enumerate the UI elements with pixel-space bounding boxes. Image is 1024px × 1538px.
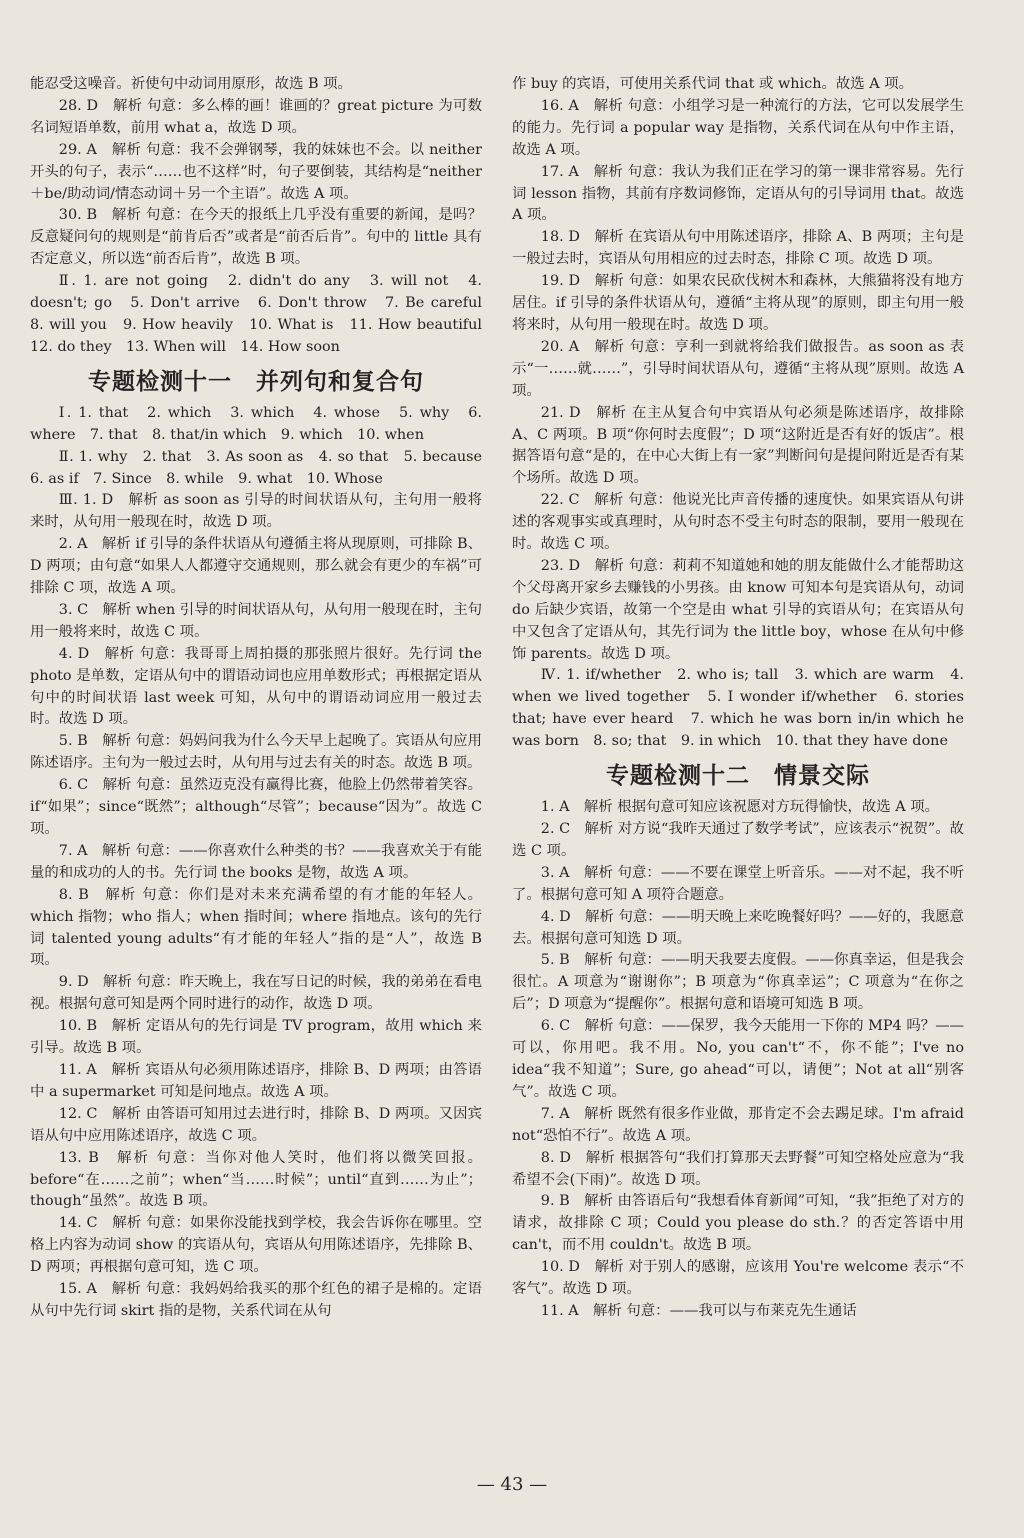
- section-heading: 专题检测十一 并列句和复合句: [88, 368, 424, 395]
- answer-explanation: 5. B 解析 句意：——明天我要去度假。——你真幸运，但是我会很忙。A 项意为“谢谢你”；B 项意为“你真幸运”；C 项意为“在你之后”；D 项意为“提醒你”。根据句意和语境可知选 B 项。: [512, 952, 964, 1013]
- answer-explanation: 11. A 解析 句意：——我可以与布莱克先生通话: [540, 1302, 857, 1319]
- answer-explanation: 1. A 解析 根据句意可知应该祝愿对方玩得愉快，故选 A 项。: [540, 799, 939, 816]
- answer-explanation: 6. C 解析 句意：——保罗，我今天能用一下你的 MP4 吗？——可以，你用吧。我不用。No, you can't“不，你不能”；I've no idea“我不知道”；Sure, go ahead“可以，请便”；Not at all“别客气”。故选 C 项。: [512, 1018, 964, 1100]
- answer-list: Ⅰ. 1. that 2. which 3. which 4. whose 5. why 6. where 7. that 8. that/in which 9. which 10. when: [30, 404, 482, 443]
- answer-explanation: 7. A 解析 句意：——你喜欢什么种类的书？——我喜欢关于有能量的和成功的人的书。先行词 the books 是物，故选 A 项。: [30, 842, 482, 881]
- answer-explanation: 3. C 解析 when 引导的时间状语从句，从句用一般现在时，主句用一般将来时，故选 C 项。: [30, 601, 483, 640]
- answer-explanation: 能忍受这噪音。祈使句中动词用原形，故选 B 项。: [30, 76, 352, 92]
- right-column: [512, 74, 964, 1323]
- answer-explanation: 12. C 解析 由答语可知用过去进行时，排除 B、D 两项。又因宾语从句中应用陈述语序，故选 C 项。: [30, 1105, 482, 1144]
- answer-list: Ⅳ. 1. if/whether 2. who is; tall 3. which are warm 4. when we lived together 5. I wonder if/whether 6. stories that; have ever heard 7. which he was born in/in which he was born 8. so; that 9. in which 10. that they have done: [512, 667, 965, 750]
- answer-explanation: 2. A 解析 if 引导的条件状语从句遵循主将从现原则，可排除 B、D 两项；由句意“如果人人都遵守交通规则，那么就会有更少的车祸”可排除 C 项，故选 A 项。: [30, 536, 482, 597]
- answer-explanation: 6. C 解析 句意：虽然迈克没有赢得比赛，他脸上仍然带着笑容。if“如果”；since“既然”；although“尽管”；because“因为”。故选 C 项。: [30, 777, 482, 837]
- answer-explanation: 5. B 解析 句意：妈妈问我为什么今天早上起晚了。宾语从句应用陈述语序。主句为一般过去时，从句用与过去有关的时态。故选 B 项。: [30, 733, 482, 772]
- section-heading: 专题检测十二 情景交际: [606, 763, 870, 790]
- answer-explanation: 7. A 解析 既然有很多作业做，那肯定不会去踢足球。I'm afraid not“恐怕不行”。故选 A 项。: [512, 1105, 964, 1144]
- answer-explanation: 8. B 解析 句意：你们是对未来充满希望的有才能的年轻人。which 指物；who 指人；when 指时间；where 指地点。该句的先行词 talented young adults“有才能的年轻人”指的是“人”，故选 B 项。: [30, 886, 482, 969]
- answer-list: Ⅱ. 1. are not going 2. didn't do any 3. will not 4. doesn't; go 5. Don't arrive 6. Don't throw 7. Be careful 8. will you 9. How heavily 10. What is 11. How beautiful 12. do they 13. When will 14. How soon: [30, 273, 497, 355]
- answer-explanation: 13. B 解析 句意：当你对他人笑时，他们将以微笑回报。before“在……之前”；when“当……时候”；until“直到……为止”；though“虽然”。故选 B 项。: [30, 1149, 482, 1210]
- answer-explanation: 20. A 解析 句意：亨利一到就将给我们做报告。as soon as 表示“一……就……”，引导时间状语从句，遵循“主将从现”原则。故选 A 项。: [512, 338, 964, 399]
- answer-explanation: 10. B 解析 定语从句的先行词是 TV program，故用 which 来引导。故选 B 项。: [30, 1018, 482, 1057]
- answer-explanation: 17. A 解析 句意：我认为我们正在学习的第一课非常容易。先行词 lesson 指物，其前有序数词修饰，定语从句的引导词用 that。故选 A 项。: [512, 163, 964, 224]
- answer-explanation: 18. D 解析 在宾语从句中用陈述语序，排除 A、B 两项；主句是一般过去时，宾语从句用相应的过去时态，排除 C 项。故选 D 项。: [512, 229, 964, 268]
- answer-explanation: 作 buy 的宾语，可使用关系代词 that 或 which。故选 A 项。: [512, 76, 913, 92]
- answer-explanation: 11. A 解析 宾语从句必须用陈述语序，排除 B、D 两项；由答语中 a supermarket 可知是问地点。故选 A 项。: [30, 1061, 482, 1100]
- left-column: [30, 74, 497, 1323]
- page-number: — 43 —: [476, 1474, 548, 1495]
- answer-explanation: 14. C 解析 句意：如果你没能找到学校，我会告诉你在哪里。空格上内容为动词 show 的宾语从句，宾语从句用陈述语序，先排除 B、D 两项；再根据句意可知，选 C 项。: [30, 1215, 482, 1276]
- answer-explanation: 30. B 解析 句意：在今天的报纸上几乎没有重要的新闻，是吗？反意疑问句的规则是“前肯后否”或者是“前否后肯”。句中的 little 具有否定意义，所以选“前否后肯”，故选 B 项。: [30, 207, 482, 268]
- answer-explanation: 21. D 解析 在主从复合句中宾语从句必须是陈述语序，故排除 A、C 两项。B 项“你何时去度假”；D 项“这附近是否有好的饭店”。根据答语句意“是的，在中心大街上有一家”判断问句是提问附近是否有某个场所。故选 D 项。: [512, 404, 964, 487]
- answer-explanation: 4. D 解析 句意：我哥哥上周拍摄的那张照片很好。先行词 the photo 是单数，定语从句中的谓语动词也应用单数形式；再根据定语从句中的时间状语 last week 可知，从句中的谓语动词应用一般过去时。故选 D 项。: [30, 645, 482, 728]
- answer-explanation: 19. D 解析 句意：如果农民砍伐树木和森林，大熊猫将没有地方居住。if 引导的条件状语从句，遵循“主将从现”的原则，即主句用一般将来时，从句用一般现在时。故选 D 项。: [512, 273, 964, 333]
- answer-explanation: Ⅲ. 1. D 解析 as soon as 引导的时间状语从句，主句用一般将来时，从句用一般现在时，故选 D 项。: [30, 492, 482, 531]
- answer-explanation: 28. D 解析 句意：多么棒的画！谁画的？great picture 为可数名词短语单数，前用 what a，故选 D 项。: [30, 97, 482, 136]
- answer-explanation: 16. A 解析 句意：小组学习是一种流行的方法，它可以发展学生的能力。先行词 a popular way 是指物，关系代词在从句中作主语，故选 A 项。: [512, 97, 964, 158]
- answer-explanation: 9. D 解析 句意：昨天晚上，我在写日记的时候，我的弟弟在看电视。根据句意可知是两个同时进行的动作，故选 D 项。: [30, 974, 482, 1013]
- answer-explanation: 8. D 解析 根据答句“我们打算那天去野餐”可知空格处应意为“我希望不会(下雨)”。故选 D 项。: [512, 1149, 964, 1188]
- answer-explanation: 15. A 解析 句意：我妈妈给我买的那个红色的裙子是棉的。定语从句中先行词 skirt 指的是物，关系代词在从句: [30, 1281, 482, 1319]
- answer-explanation: 3. A 解析 句意：——不要在课堂上听音乐。——对不起，我不听了。根据句意可知 A 项符合题意。: [512, 864, 964, 903]
- answer-explanation: 4. D 解析 句意：——明天晚上来吃晚餐好吗？——好的，我愿意去。根据句意可知选 D 项。: [512, 908, 964, 947]
- answer-explanation: 9. B 解析 由答语后句“我想看体育新闻”可知，“我”拒绝了对方的请求，故排除 C 项；Could you please do sth.？的否定答语中用 can't，而不用 couldn't。故选 B 项。: [512, 1193, 964, 1254]
- answer-explanation: 22. C 解析 句意：他说光比声音传播的速度快。如果宾语从句讲述的客观事实或真理时，从句时态不受主句时态的限制，要用一般现在时。故选 C 项。: [512, 492, 964, 553]
- answer-explanation: 10. D 解析 对于别人的感谢，应该用 You're welcome 表示“不客气”。故选 D 项。: [512, 1259, 964, 1298]
- answer-explanation: 2. C 解析 对方说“我昨天通过了数学考试”，应该表示“祝贺”。故选 C 项。: [512, 821, 964, 859]
- answer-explanation: 23. D 解析 句意：莉莉不知道她和她的朋友能做什么才能帮助这个父母离开家乡去赚钱的小男孩。由 know 可知本句是宾语从句，动词 do 后缺少宾语，故第一个空是由 what 引导的宾语从句；在宾语从句中又包含了定语从句，其先行词为 the little boy，whose 在从句中修饰 parents。故选 D 项。: [512, 557, 964, 662]
- answer-explanation: 29. A 解析 句意：我不会弹钢琴，我的妹妹也不会。以 neither 开头的句子，表示“……也不这样”时，句子要倒装，其结构是“neither＋be/助动词/情态动词＋另一个主语”。故选 A 项。: [30, 141, 482, 202]
- answer-list: Ⅱ. 1. why 2. that 3. As soon as 4. so that 5. because 6. as if 7. Since 8. while 9. what 10. Whose: [30, 448, 497, 487]
